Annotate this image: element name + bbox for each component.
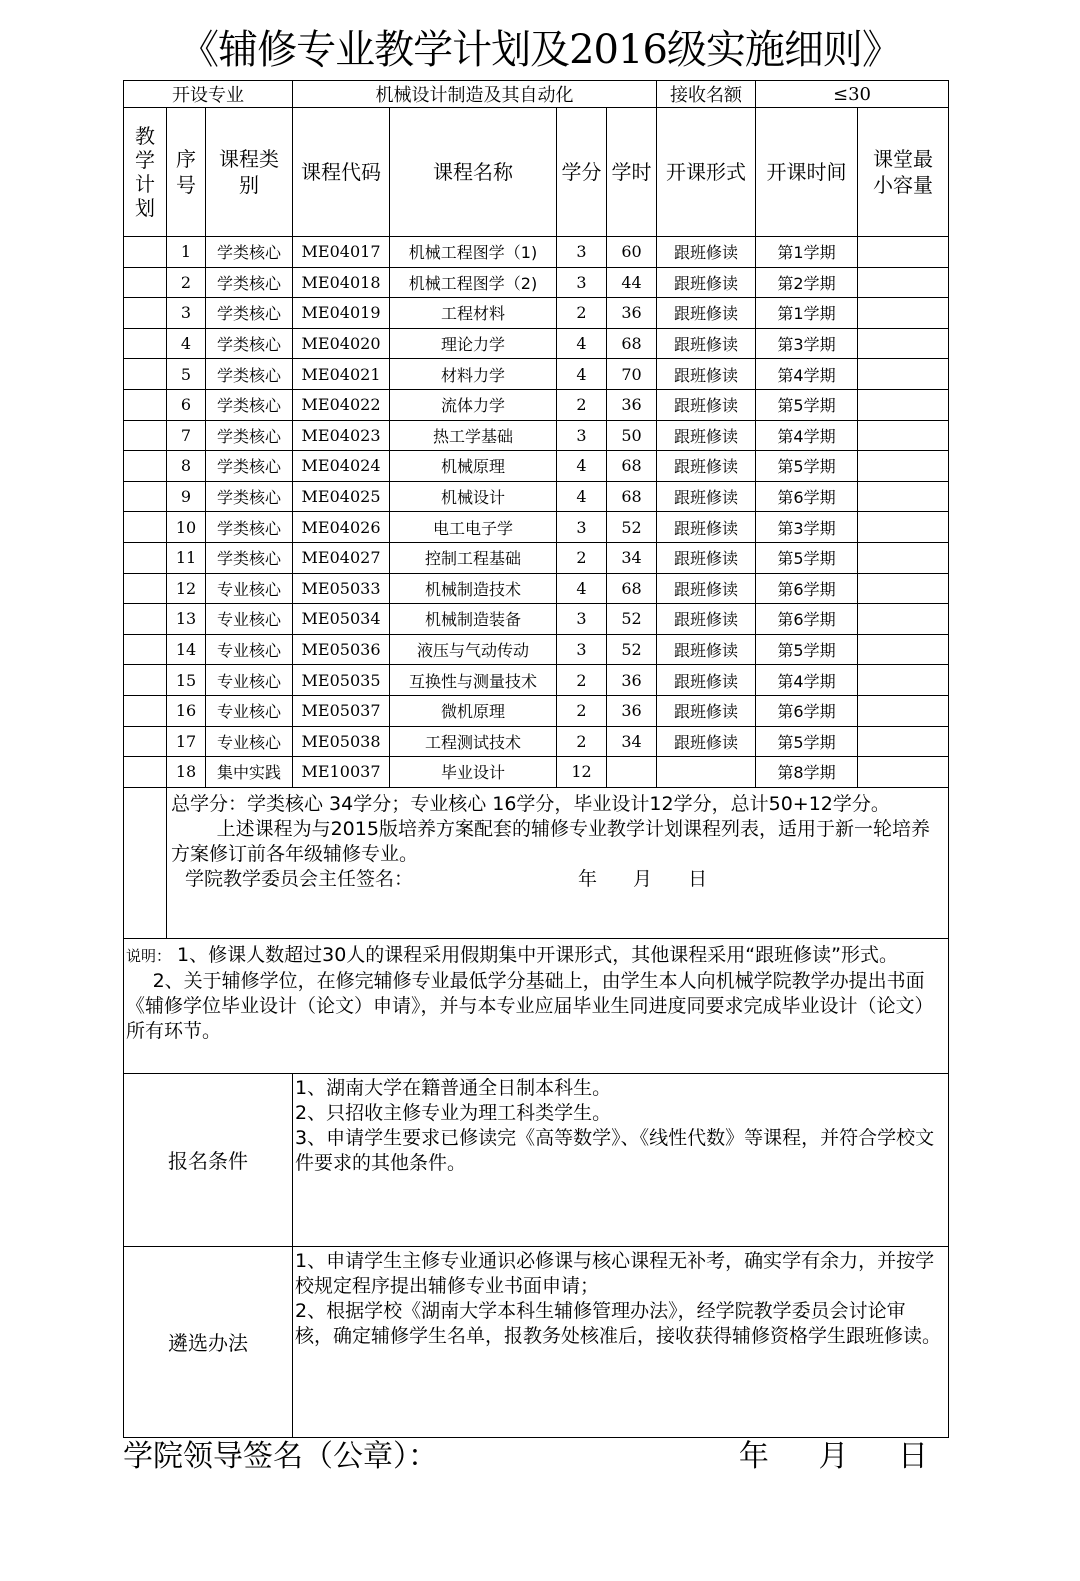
cell-empty bbox=[858, 420, 949, 451]
col-code: 课程代码 bbox=[293, 108, 390, 237]
cell-empty bbox=[858, 726, 949, 757]
table-row bbox=[124, 695, 949, 726]
table-row bbox=[124, 481, 949, 512]
cell-hours bbox=[607, 757, 657, 788]
cell-term: 第4学期 bbox=[756, 359, 858, 390]
cell-seq: 3 bbox=[167, 298, 206, 329]
cell-name: 热工学基础 bbox=[390, 420, 557, 451]
cell-name: 微机原理 bbox=[390, 695, 557, 726]
cell-hours: 36 bbox=[607, 389, 657, 420]
cell-empty bbox=[124, 328, 167, 359]
cell-category: 专业核心 bbox=[206, 634, 293, 665]
cell-category: 专业核心 bbox=[206, 695, 293, 726]
summary-total: 总学分：学类核心 34学分；专业核心 16学分，毕业设计12学分，总计50+12学分。 bbox=[171, 792, 890, 815]
cell-term: 第3学期 bbox=[756, 328, 858, 359]
cell-empty bbox=[858, 237, 949, 268]
cell-seq: 4 bbox=[167, 328, 206, 359]
cell-empty bbox=[124, 604, 167, 635]
conditions-item: 3、申请学生要求已修读完《高等数学》、《线性代数》等课程，并符合学校文件要求的其他条件。 bbox=[295, 1126, 935, 1174]
cell-empty bbox=[858, 451, 949, 482]
cell-category: 学类核心 bbox=[206, 542, 293, 573]
col-form: 开课形式 bbox=[657, 108, 756, 237]
cell-empty bbox=[124, 237, 167, 268]
cell-code: ME04017 bbox=[293, 237, 390, 268]
cell-empty bbox=[858, 634, 949, 665]
cell-category: 专业核心 bbox=[206, 573, 293, 604]
cell-form: 跟班修读 bbox=[657, 665, 756, 696]
cell-term: 第3学期 bbox=[756, 512, 858, 543]
col-capacity bbox=[858, 108, 949, 237]
cell-term: 第5学期 bbox=[756, 726, 858, 757]
selection-row bbox=[124, 1246, 949, 1437]
cell-name: 流体力学 bbox=[390, 389, 557, 420]
summary-desc: 上述课程为与2015版培养方案配套的辅修专业教学计划课程列表，适用于新一轮培养方案修订前各年级辅修专业。 bbox=[171, 817, 930, 865]
page-title: 《辅修专业教学计划及2016级实施细则》 bbox=[179, 27, 901, 73]
cell-form: 跟班修读 bbox=[657, 298, 756, 329]
cell-code: ME04025 bbox=[293, 481, 390, 512]
cell-credit: 4 bbox=[557, 573, 607, 604]
cell-empty bbox=[858, 512, 949, 543]
cell-empty bbox=[858, 665, 949, 696]
column-header-row bbox=[124, 108, 949, 237]
cell-code: ME05033 bbox=[293, 573, 390, 604]
cell-category: 学类核心 bbox=[206, 481, 293, 512]
cell-term: 第5学期 bbox=[756, 389, 858, 420]
cell-hours: 70 bbox=[607, 359, 657, 390]
cell-empty bbox=[124, 665, 167, 696]
cell-empty bbox=[124, 726, 167, 757]
table-row bbox=[124, 389, 949, 420]
cell-empty bbox=[858, 359, 949, 390]
cell-form: 跟班修读 bbox=[657, 420, 756, 451]
cell-term: 第5学期 bbox=[756, 451, 858, 482]
cell-name: 电工电子学 bbox=[390, 512, 557, 543]
table-row bbox=[124, 542, 949, 573]
summary-cell bbox=[167, 787, 949, 938]
cell-empty bbox=[124, 389, 167, 420]
cell-form bbox=[657, 757, 756, 788]
cell-form: 跟班修读 bbox=[657, 573, 756, 604]
cell-hours: 52 bbox=[607, 604, 657, 635]
quota-value: ≤30 bbox=[756, 81, 949, 108]
table-row bbox=[124, 757, 949, 788]
cell-credit: 12 bbox=[557, 757, 607, 788]
table-row bbox=[124, 328, 949, 359]
conditions-item: 2、只招收主修专业为理工科类学生。 bbox=[295, 1101, 612, 1124]
cell-code: ME05037 bbox=[293, 695, 390, 726]
cell-seq: 15 bbox=[167, 665, 206, 696]
cell-seq: 7 bbox=[167, 420, 206, 451]
col-seq bbox=[167, 108, 206, 237]
conditions-cell bbox=[293, 1073, 949, 1246]
cell-seq: 18 bbox=[167, 757, 206, 788]
selection-label: 遴选办法 bbox=[124, 1246, 293, 1437]
cell-code: ME04024 bbox=[293, 451, 390, 482]
cell-form: 跟班修读 bbox=[657, 542, 756, 573]
cell-empty bbox=[124, 298, 167, 329]
cell-seq: 9 bbox=[167, 481, 206, 512]
cell-name: 机械制造技术 bbox=[390, 573, 557, 604]
cell-seq: 8 bbox=[167, 451, 206, 482]
cell-category: 学类核心 bbox=[206, 267, 293, 298]
cell-name: 控制工程基础 bbox=[390, 542, 557, 573]
cell-category: 学类核心 bbox=[206, 420, 293, 451]
cell-empty bbox=[858, 604, 949, 635]
cell-empty bbox=[858, 328, 949, 359]
plan-table bbox=[123, 80, 949, 1438]
cell-form: 跟班修读 bbox=[657, 451, 756, 482]
cell-hours: 68 bbox=[607, 328, 657, 359]
table-row bbox=[124, 451, 949, 482]
cell-seq: 12 bbox=[167, 573, 206, 604]
cell-empty bbox=[124, 634, 167, 665]
cell-empty bbox=[124, 512, 167, 543]
cell-code: ME04023 bbox=[293, 420, 390, 451]
cell-hours: 44 bbox=[607, 267, 657, 298]
cell-category: 专业核心 bbox=[206, 726, 293, 757]
table-row bbox=[124, 298, 949, 329]
cell-credit: 2 bbox=[557, 389, 607, 420]
cell-empty bbox=[124, 359, 167, 390]
col-category-label: 课程类别 bbox=[219, 147, 279, 197]
cell-empty bbox=[858, 695, 949, 726]
cell-code: ME04020 bbox=[293, 328, 390, 359]
cell-form: 跟班修读 bbox=[657, 695, 756, 726]
cell-form: 跟班修读 bbox=[657, 389, 756, 420]
cell-seq: 6 bbox=[167, 389, 206, 420]
cell-code: ME10037 bbox=[293, 757, 390, 788]
table-row bbox=[124, 665, 949, 696]
footer-date: 年 月 日 bbox=[738, 1439, 928, 1474]
cell-code: ME04019 bbox=[293, 298, 390, 329]
cell-hours: 34 bbox=[607, 542, 657, 573]
cell-term: 第1学期 bbox=[756, 237, 858, 268]
cell-hours: 36 bbox=[607, 695, 657, 726]
cell-empty bbox=[124, 542, 167, 573]
cell-code: ME04021 bbox=[293, 359, 390, 390]
cell-credit: 2 bbox=[557, 695, 607, 726]
col-seq-label: 序号 bbox=[176, 147, 196, 197]
col-plan-label: 教学计划 bbox=[135, 124, 155, 220]
cell-empty bbox=[858, 389, 949, 420]
cell-credit: 3 bbox=[557, 420, 607, 451]
cell-hours: 52 bbox=[607, 512, 657, 543]
cell-credit: 2 bbox=[557, 298, 607, 329]
col-category bbox=[206, 108, 293, 237]
cell-form: 跟班修读 bbox=[657, 328, 756, 359]
cell-seq: 10 bbox=[167, 512, 206, 543]
cell-form: 跟班修读 bbox=[657, 604, 756, 635]
cell-credit: 4 bbox=[557, 481, 607, 512]
cell-credit: 3 bbox=[557, 237, 607, 268]
cell-empty bbox=[124, 420, 167, 451]
table-row bbox=[124, 512, 949, 543]
cell-hours: 68 bbox=[607, 573, 657, 604]
cell-credit: 3 bbox=[557, 267, 607, 298]
cell-term: 第6学期 bbox=[756, 573, 858, 604]
cell-credit: 3 bbox=[557, 604, 607, 635]
cell-term: 第6学期 bbox=[756, 695, 858, 726]
cell-category: 集中实践 bbox=[206, 757, 293, 788]
cell-term: 第4学期 bbox=[756, 420, 858, 451]
table-row bbox=[124, 726, 949, 757]
cell-name: 工程材料 bbox=[390, 298, 557, 329]
footer-sign-label: 学院领导签名（公章）： bbox=[123, 1439, 438, 1474]
cell-empty bbox=[124, 695, 167, 726]
major-label: 开设专业 bbox=[124, 81, 293, 108]
notes-item1: 1、修课人数超过30人的课程采用假期集中开课形式，其他课程采用“跟班修读”形式。 bbox=[177, 943, 898, 966]
col-capacity-label: 课堂最小容量 bbox=[873, 147, 934, 197]
cell-empty bbox=[124, 757, 167, 788]
cell-seq: 2 bbox=[167, 267, 206, 298]
cell-empty bbox=[124, 451, 167, 482]
cell-name: 理论力学 bbox=[390, 328, 557, 359]
header-row bbox=[124, 81, 949, 108]
cell-seq: 1 bbox=[167, 237, 206, 268]
cell-hours: 68 bbox=[607, 481, 657, 512]
cell-seq: 16 bbox=[167, 695, 206, 726]
cell-hours: 52 bbox=[607, 634, 657, 665]
notes-prefix: 说明： bbox=[126, 946, 172, 965]
cell-code: ME04022 bbox=[293, 389, 390, 420]
cell-name: 材料力学 bbox=[390, 359, 557, 390]
cell-credit: 4 bbox=[557, 451, 607, 482]
summary-sign bbox=[171, 867, 942, 892]
col-name: 课程名称 bbox=[390, 108, 557, 237]
cell-term: 第4学期 bbox=[756, 665, 858, 696]
cell-code: ME04018 bbox=[293, 267, 390, 298]
cell-name: 机械设计 bbox=[390, 481, 557, 512]
cell-code: ME05035 bbox=[293, 665, 390, 696]
cell-empty bbox=[858, 298, 949, 329]
cell-category: 专业核心 bbox=[206, 604, 293, 635]
table-row bbox=[124, 359, 949, 390]
selection-item: 2、根据学校《湖南大学本科生辅修管理办法》，经学院教学委员会讨论审核，确定辅修学生名单，报教务处核准后，接收获得辅修资格学生跟班修读。 bbox=[295, 1299, 942, 1347]
cell-hours: 50 bbox=[607, 420, 657, 451]
cell-category: 学类核心 bbox=[206, 359, 293, 390]
cell-hours: 36 bbox=[607, 665, 657, 696]
col-credit: 学分 bbox=[557, 108, 607, 237]
cell-code: ME04027 bbox=[293, 542, 390, 573]
cell-term: 第5学期 bbox=[756, 542, 858, 573]
summary-row bbox=[124, 787, 949, 938]
cell-term: 第6学期 bbox=[756, 604, 858, 635]
cell-form: 跟班修读 bbox=[657, 726, 756, 757]
cell-code: ME05034 bbox=[293, 604, 390, 635]
cell-seq: 5 bbox=[167, 359, 206, 390]
notes-row bbox=[124, 938, 949, 1073]
cell-credit: 3 bbox=[557, 512, 607, 543]
cell-code: ME04026 bbox=[293, 512, 390, 543]
col-hours: 学时 bbox=[607, 108, 657, 237]
cell-seq: 17 bbox=[167, 726, 206, 757]
table-row bbox=[124, 634, 949, 665]
cell-form: 跟班修读 bbox=[657, 267, 756, 298]
notes-item2: 2、关于辅修学位，在修完辅修专业最低学分基础上，由学生本人向机械学院教学办提出书面《辅修学位毕业设计（论文）申请》，并与本专业应届毕业生同进度同要求完成毕业设计（论文）所有环节。 bbox=[126, 969, 934, 1042]
cell-code: ME05038 bbox=[293, 726, 390, 757]
summary-sign-label: 学院教学委员会主任签名： bbox=[185, 867, 414, 890]
cell-category: 学类核心 bbox=[206, 328, 293, 359]
cell-category: 学类核心 bbox=[206, 389, 293, 420]
cell-empty bbox=[858, 542, 949, 573]
cell-name: 机械制造装备 bbox=[390, 604, 557, 635]
conditions-item: 1、湖南大学在籍普通全日制本科生。 bbox=[295, 1076, 612, 1099]
table-row bbox=[124, 573, 949, 604]
table-row bbox=[124, 237, 949, 268]
conditions-label: 报名条件 bbox=[124, 1073, 293, 1246]
cell-form: 跟班修读 bbox=[657, 634, 756, 665]
cell-credit: 3 bbox=[557, 634, 607, 665]
cell-hours: 34 bbox=[607, 726, 657, 757]
notes-item1-line bbox=[126, 943, 942, 969]
cell-form: 跟班修读 bbox=[657, 237, 756, 268]
cell-empty bbox=[124, 267, 167, 298]
cell-hours: 36 bbox=[607, 298, 657, 329]
major-value: 机械设计制造及其自动化 bbox=[293, 81, 657, 108]
cell-seq: 14 bbox=[167, 634, 206, 665]
cell-term: 第8学期 bbox=[756, 757, 858, 788]
cell-seq: 11 bbox=[167, 542, 206, 573]
cell-empty bbox=[124, 573, 167, 604]
cell-form: 跟班修读 bbox=[657, 359, 756, 390]
cell-category: 专业核心 bbox=[206, 665, 293, 696]
table-row bbox=[124, 604, 949, 635]
cell-category: 学类核心 bbox=[206, 512, 293, 543]
cell-category: 学类核心 bbox=[206, 298, 293, 329]
cell-category: 学类核心 bbox=[206, 451, 293, 482]
cell-form: 跟班修读 bbox=[657, 512, 756, 543]
quota-label: 接收名额 bbox=[657, 81, 756, 108]
cell-name: 液压与气动传动 bbox=[390, 634, 557, 665]
table-row bbox=[124, 267, 949, 298]
cell-empty bbox=[858, 757, 949, 788]
cell-credit: 2 bbox=[557, 542, 607, 573]
cell-credit: 4 bbox=[557, 328, 607, 359]
cell-credit: 4 bbox=[557, 359, 607, 390]
footer bbox=[123, 1438, 948, 1476]
cell-seq: 13 bbox=[167, 604, 206, 635]
cell-empty bbox=[858, 481, 949, 512]
cell-name: 机械原理 bbox=[390, 451, 557, 482]
cell-term: 第5学期 bbox=[756, 634, 858, 665]
cell-term: 第1学期 bbox=[756, 298, 858, 329]
cell-name: 工程测试技术 bbox=[390, 726, 557, 757]
cell-name: 机械工程图学（1) bbox=[390, 237, 557, 268]
col-term: 开课时间 bbox=[756, 108, 858, 237]
cell-form: 跟班修读 bbox=[657, 481, 756, 512]
notes-cell bbox=[124, 938, 949, 1073]
selection-cell bbox=[293, 1246, 949, 1437]
cell-credit: 2 bbox=[557, 665, 607, 696]
conditions-row bbox=[124, 1073, 949, 1246]
summary-spacer bbox=[124, 787, 167, 938]
table-row bbox=[124, 420, 949, 451]
cell-empty bbox=[858, 573, 949, 604]
cell-code: ME05036 bbox=[293, 634, 390, 665]
cell-hours: 68 bbox=[607, 451, 657, 482]
cell-name: 机械工程图学（2) bbox=[390, 267, 557, 298]
cell-empty bbox=[124, 481, 167, 512]
cell-term: 第6学期 bbox=[756, 481, 858, 512]
cell-credit: 2 bbox=[557, 726, 607, 757]
cell-name: 毕业设计 bbox=[390, 757, 557, 788]
summary-date: 年 月 日 bbox=[578, 867, 708, 890]
col-plan bbox=[124, 108, 167, 237]
cell-term: 第2学期 bbox=[756, 267, 858, 298]
cell-hours: 60 bbox=[607, 237, 657, 268]
cell-name: 互换性与测量技术 bbox=[390, 665, 557, 696]
selection-item: 1、申请学生主修专业通识必修课与核心课程无补考，确实学有余力，并按学校规定程序提出辅修专业书面申请； bbox=[295, 1249, 935, 1297]
cell-empty bbox=[858, 267, 949, 298]
cell-category: 学类核心 bbox=[206, 237, 293, 268]
